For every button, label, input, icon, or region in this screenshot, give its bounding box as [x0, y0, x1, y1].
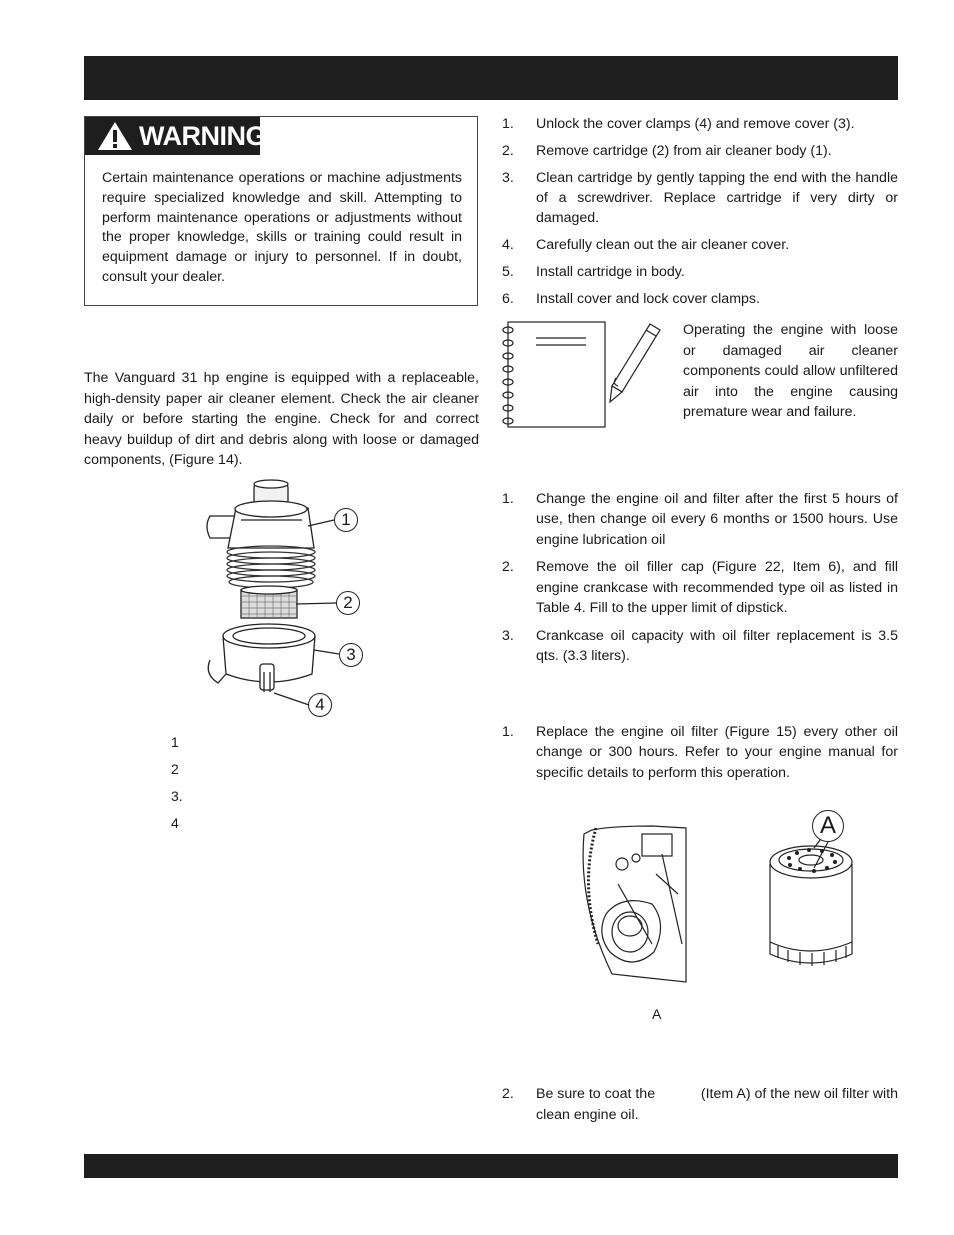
callout-leader-line — [812, 840, 842, 870]
step-number: 2. — [502, 1086, 514, 1102]
list-item: 3. Crankcase oil capacity with oil filter replacement is 3.5 qts. (3.3 liters). — [502, 627, 898, 665]
warning-banner — [85, 117, 266, 155]
list-item: 1. Unlock the cover clamps (4) and remove cover (3). — [502, 116, 855, 132]
footer-bar — [84, 1154, 898, 1178]
legend-item: 1 — [171, 734, 179, 750]
warning-triangle-icon — [97, 121, 133, 151]
step-text: clean engine oil. — [536, 1106, 639, 1123]
warning-title: WARNING — [139, 121, 266, 151]
step-text: Be sure to coat the — [536, 1086, 656, 1102]
legend-item: 4 — [171, 815, 179, 831]
list-item: 2. Remove cartridge (2) from air cleaner body (1). — [502, 142, 832, 159]
step-text: (Item A) of the new oil filter with — [700, 1086, 898, 1102]
engine-oil-filter-figure — [582, 824, 692, 984]
list-item: 6. Install cover and lock cover clamps. — [502, 290, 760, 307]
list-item: 1. Replace the engine oil filter (Figure 15) every other oil change or 300 hours. Refer to your engine manual for specific details to perform this operation. — [502, 724, 898, 781]
warning-box — [84, 116, 478, 306]
air-cleaner-steps — [502, 114, 898, 309]
callout-2: 2 — [336, 591, 360, 615]
callout-4: 4 — [308, 693, 332, 717]
list-item: 5. Install cartridge in body. — [502, 263, 685, 280]
figure-caption: A — [652, 1006, 662, 1022]
air-cleaner-intro: The Vanguard 31 hp engine is equipped with a replaceable, high-density paper air cleaner element. Check the air cleaner daily or before starting the engine. Check for and correct heavy buildup of dirt and debris along with loose or damaged components, (Figure 14). — [84, 370, 479, 468]
header-bar — [84, 56, 898, 100]
callout-a: A — [812, 810, 844, 842]
list-item: 2. Remove the oil filler cap (Figure 22, Item 6), and fill engine crankcase with recommended type oil as listed in Table 4. Fill to the upper limit of dipstick. — [502, 559, 898, 616]
list-item: 3. Clean cartridge by gently tapping the end with the handle of a screwdriver. Replace cartridge if very dirty or damaged. — [502, 169, 898, 227]
list-item: 1. Change the engine oil and filter after the first 5 hours of use, then change oil every 6 months or 1500 hours. Use engine lubrication oil — [502, 491, 898, 548]
callout-3: 3 — [339, 643, 363, 667]
legend-item: 3. — [171, 788, 183, 804]
warning-text: Certain maintenance operations or machine adjustments require specialized knowledge and skill. Attempting to perform maintenance operations or adjustments without the proper knowledge, skills or training could result in equipment damage or injury to personnel. If in doubt, consult your dealer. — [102, 170, 462, 285]
oil-filter-steps — [502, 722, 898, 783]
notebook-pencil-icon — [500, 318, 670, 430]
callout-1: 1 — [334, 508, 358, 532]
note-text: Operating the engine with loose or damaged air cleaner components could allow unfiltered air into the engine causing premature wear and failure. — [683, 322, 898, 420]
engine-oil-steps — [502, 489, 898, 666]
legend-item: 2 — [171, 761, 179, 777]
list-item: 4. Carefully clean out the air cleaner cover. — [502, 236, 790, 253]
